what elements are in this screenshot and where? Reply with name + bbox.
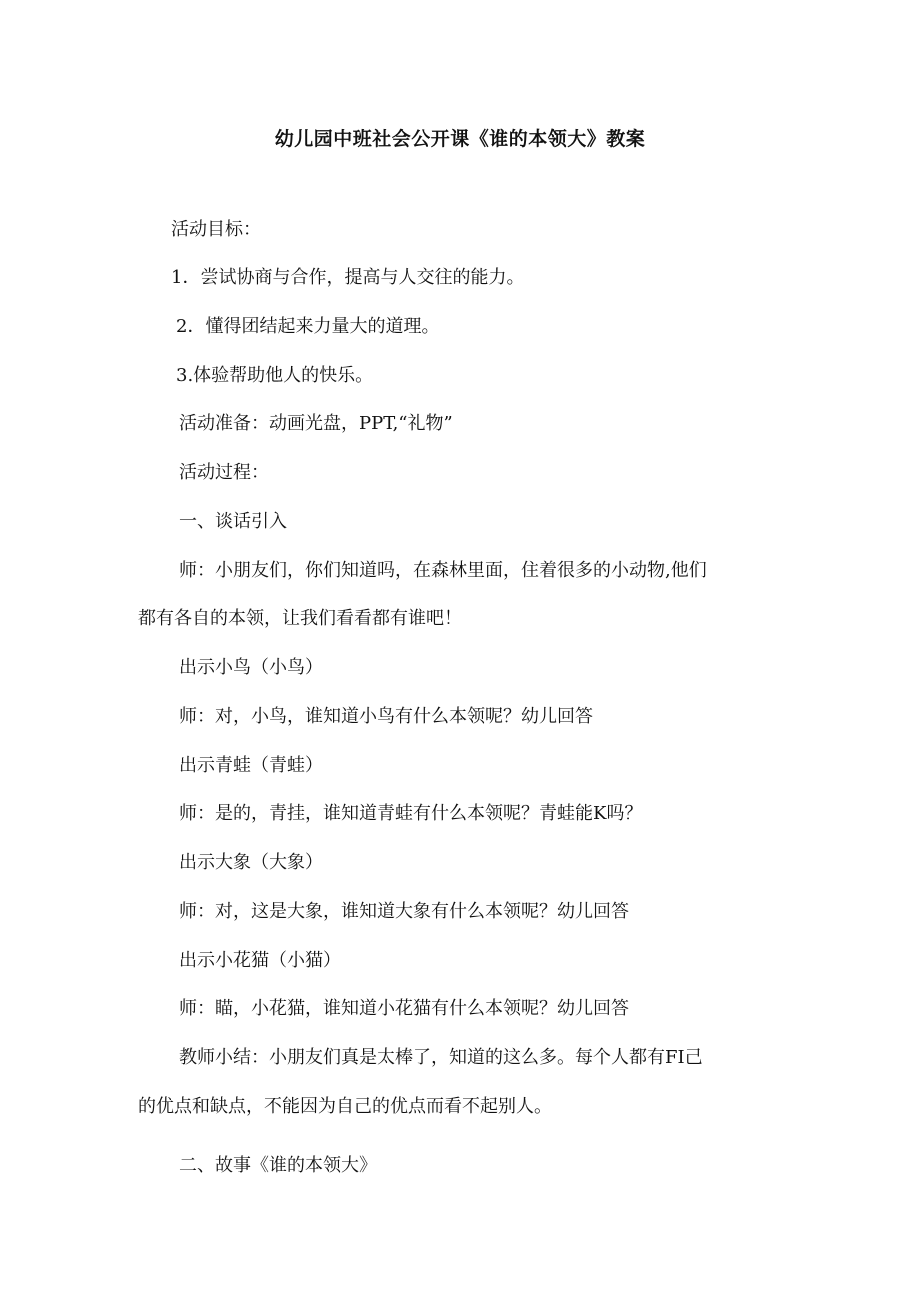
summary-line-1: 教师小结：小朋友们真是太棒了，知道的这么多。每个人都有FI己: [179, 1047, 703, 1068]
show-elephant-line: 出示大象（大象）: [179, 852, 323, 873]
summary-line-2: 的优点和缺点，不能因为自己的优点而看不起别人。: [138, 1096, 552, 1117]
teacher-intro-line-2: 都有各自的本领，让我们看看都有谁吧！: [138, 608, 462, 629]
show-frog-line: 出示青蛙（青蛙）: [179, 755, 323, 776]
process-heading: 活动过程：: [179, 462, 269, 483]
preparation-line: 活动准备：动画光盘，PPT,“礼物”: [179, 413, 453, 434]
teacher-elephant-line: 师：对，这是大象，谁知道大象有什么本领呢？幼儿回答: [179, 901, 629, 922]
goal-heading: 活动目标：: [171, 219, 261, 240]
teacher-bird-line: 师：对，小鸟，谁知道小鸟有什么本领呢？幼儿回答: [179, 706, 593, 727]
teacher-intro-line-1: 师：小朋友们，你们知道吗，在森林里面，住着很多的小动物,他们: [179, 560, 707, 581]
goal-item-1: 1．尝试协商与合作，提高与人交往的能力。: [171, 267, 525, 288]
goal-item-3: 3.体验帮助他人的快乐。: [176, 365, 374, 386]
section-heading-1: 一、谈话引入: [179, 511, 287, 532]
show-bird-line: 出示小鸟（小鸟）: [179, 657, 323, 678]
document-title: 幼儿园中班社会公开课《谁的本领大》教案: [274, 128, 646, 150]
goal-item-2: 2．懂得团结起来力量大的道理。: [176, 316, 440, 337]
show-cat-line: 出示小花猫（小猫）: [179, 950, 341, 971]
section-heading-2: 二、故事《谁的本领大》: [179, 1155, 377, 1176]
teacher-frog-line: 师：是的，青挂，谁知道青蛙有什么本领呢？青蛙能K吗？: [179, 803, 643, 824]
teacher-cat-line: 师：瞄，小花猫，谁知道小花猫有什么本领呢？幼儿回答: [179, 998, 629, 1019]
